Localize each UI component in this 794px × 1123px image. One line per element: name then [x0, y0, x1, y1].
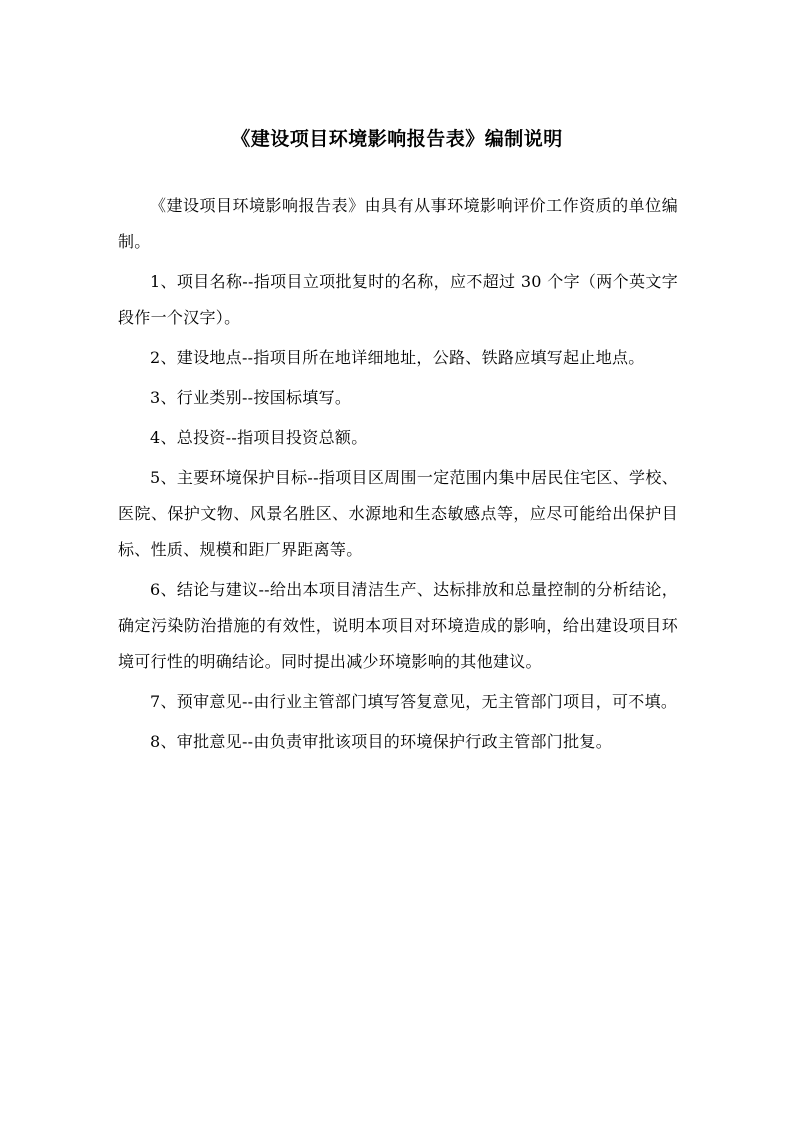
paragraph-item-1: 1、项目名称--指项目立项批复时的名称，应不超过 30 个字（两个英文字段作一个汉字）。: [118, 272, 678, 327]
paragraph-item-5: 5、主要环境保护目标--指项目区周围一定范围内集中居民住宅区、学校、医院、保护文物、风景名胜区、水源地和生态敏感点等，应尽可能给出保护目标、性质、规模和距厂界距离等。: [118, 468, 678, 559]
paragraph-item-2: 2、建设地点--指项目所在地详细地址，公路、铁路应填写起止地点。: [150, 348, 645, 367]
paragraph-item-6: 6、结论与建议--给出本项目清洁生产、达标排放和总量控制的分析结论，确定污染防治措施的有效性，说明本项目对环境造成的影响，给出建设项目环境可行性的明确结论。同时提出减少环境影响的其他建议。: [118, 580, 678, 671]
paragraph-item-4: 4、总投资--指项目投资总额。: [150, 428, 368, 447]
document-body: [118, 188, 678, 764]
document-title: 《建设项目环境影响报告表》编制说明: [231, 128, 563, 150]
paragraph-item-7: 7、预审意见--由行业主管部门填写答复意见，无主管部门项目，可不填。: [150, 692, 678, 711]
paragraph-item-8: 8、审批意见--由负责审批该项目的环境保护行政主管部门批复。: [150, 732, 612, 751]
paragraph-intro: 《建设项目环境影响报告表》由具有从事环境影响评价工作资质的单位编制。: [118, 196, 678, 251]
paragraph-item-3: 3、行业类别--按国标填写。: [150, 388, 352, 407]
